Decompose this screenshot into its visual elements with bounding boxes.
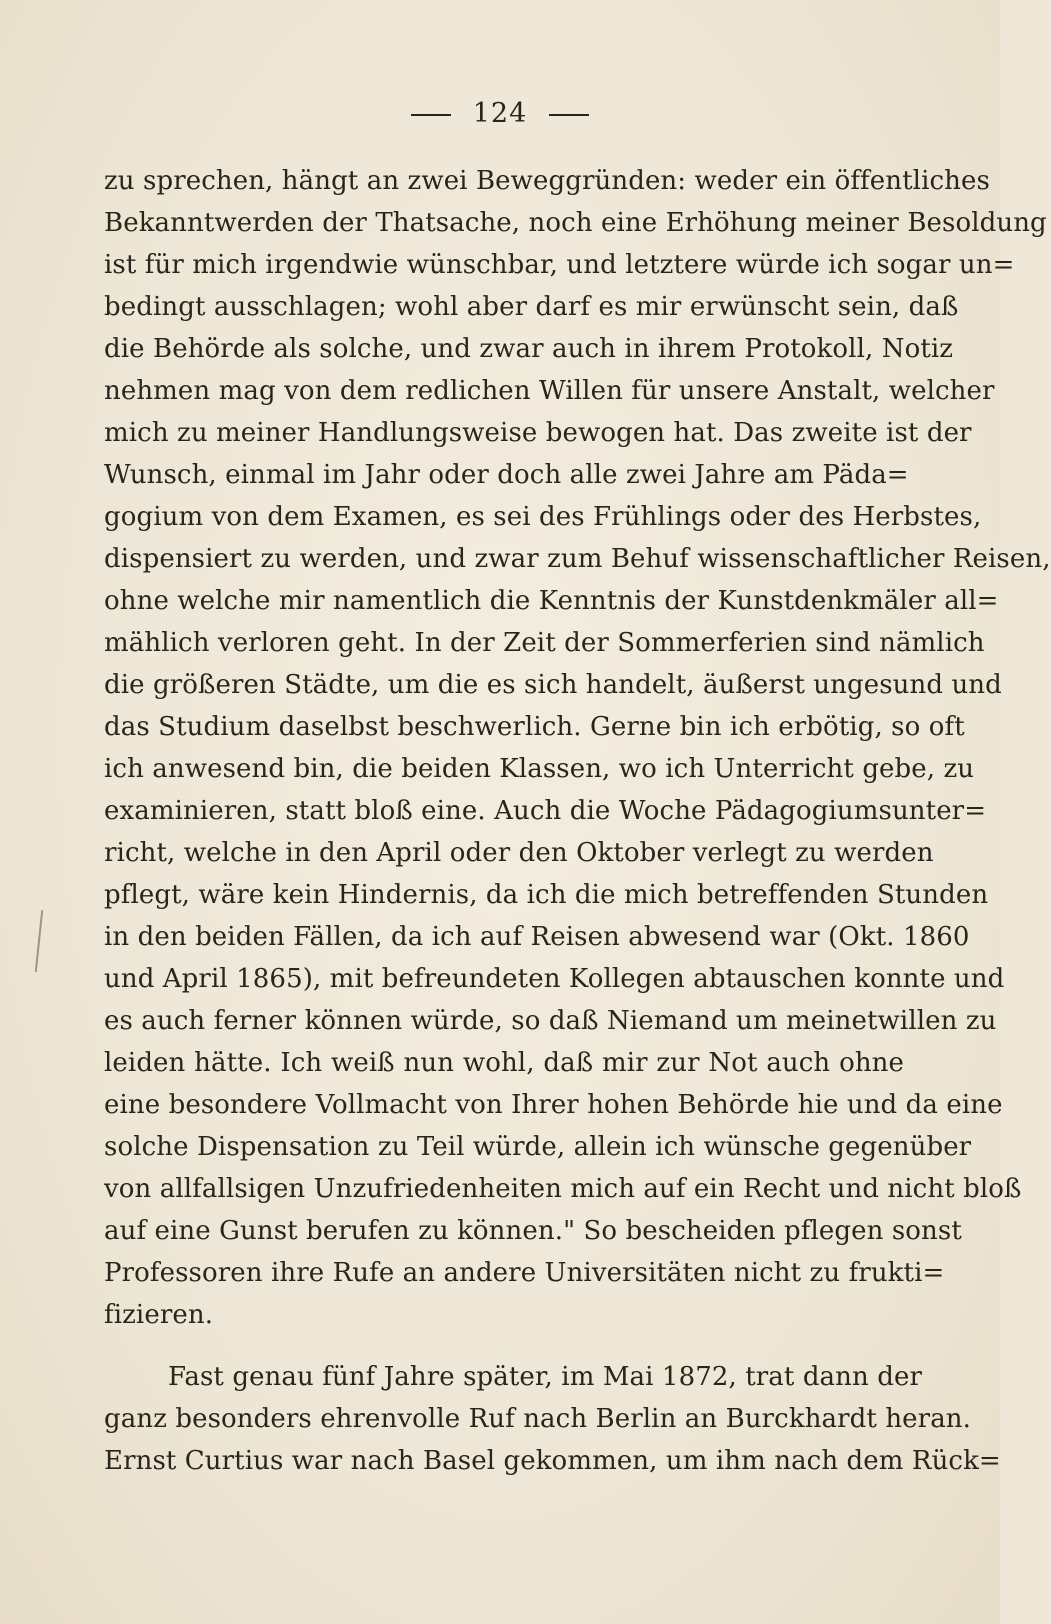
header-dash-right [549, 114, 589, 116]
text-line: nehmen mag von dem redlichen Willen für unsere Anstalt, welcher [104, 376, 995, 406]
text-line: es auch ferner können würde, so daß Niemand um meinetwillen zu [104, 1006, 997, 1036]
text-line: auf eine Gunst berufen zu können." So bescheiden pflegen sonst [104, 1216, 962, 1246]
header-dash-left [411, 114, 451, 116]
page-header [0, 98, 1000, 129]
text-line: Wunsch, einmal im Jahr oder doch alle zwei Jahre am Päda= [104, 460, 909, 490]
text-line: solche Dispensation zu Teil würde, allein ich wünsche gegenüber [104, 1132, 972, 1162]
text-line: richt, welche in den April oder den Oktober verlegt zu werden [104, 838, 934, 868]
text-line: mählich verloren geht. In der Zeit der Sommerferien sind nämlich [104, 628, 985, 658]
text-line: die Behörde als solche, und zwar auch in ihrem Protokoll, Notiz [104, 334, 954, 364]
text-line: Professoren ihre Rufe an andere Universitäten nicht zu frukti= [104, 1258, 945, 1288]
text-line: eine besondere Vollmacht von Ihrer hohen Behörde hie und da eine [104, 1090, 1003, 1120]
text-line: leiden hätte. Ich weiß nun wohl, daß mir zur Not auch ohne [104, 1048, 904, 1078]
text-line: examinieren, statt bloß eine. Auch die Woche Pädagogiumsunter= [104, 796, 987, 826]
text-line: ohne welche mir namentlich die Kenntnis der Kunstdenkmäler all= [104, 586, 999, 616]
text-line: Fast genau fünf Jahre später, im Mai 1872, trat dann der [168, 1362, 922, 1392]
page-number: 124 [472, 98, 528, 129]
text-line: Bekanntwerden der Thatsache, noch eine Erhöhung meiner Besoldung [104, 208, 1047, 238]
text-line: das Studium daselbst beschwerlich. Gerne bin ich erbötig, so oft [104, 712, 965, 742]
text-line: pflegt, wäre kein Hindernis, da ich die mich betreffenden Stunden [104, 880, 989, 910]
text-line: von allfallsigen Unzufriedenheiten mich auf ein Recht und nicht bloß [104, 1174, 1022, 1204]
text-line: mich zu meiner Handlungsweise bewogen hat. Das zweite ist der [104, 418, 972, 448]
text-line: zu sprechen, hängt an zwei Beweggründen: weder ein öffentliches [104, 166, 990, 196]
text-line: fizieren. [104, 1300, 214, 1330]
body-text [104, 160, 1051, 1482]
text-line: gogium von dem Examen, es sei des Frühlings oder des Herbstes, [104, 502, 982, 532]
text-line: ich anwesend bin, die beiden Klassen, wo ich Unterricht gebe, zu [104, 754, 975, 784]
paragraph [104, 160, 1051, 1336]
text-line: die größeren Städte, um die es sich handelt, äußerst ungesund und [104, 670, 1002, 700]
text-line: Ernst Curtius war nach Basel gekommen, um ihm nach dem Rück= [104, 1446, 1001, 1476]
text-line: in den beiden Fällen, da ich auf Reisen abwesend war (Okt. 1860 [104, 922, 970, 952]
text-line: ist für mich irgendwie wünschbar, und letztere würde ich sogar un= [104, 250, 1015, 280]
paragraph-gap [104, 1336, 904, 1356]
text-line: ganz besonders ehrenvolle Ruf nach Berlin an Burckhardt heran. [104, 1404, 972, 1434]
text-line: und April 1865), mit befreundeten Kollegen abtauschen konnte und [104, 964, 1005, 994]
margin-pencil-mark [35, 910, 43, 972]
text-line: dispensiert zu werden, und zwar zum Behuf wissenschaftlicher Reisen, [104, 544, 1051, 574]
paragraph [104, 1356, 1001, 1482]
text-line: bedingt ausschlagen; wohl aber darf es mir erwünscht sein, daß [104, 292, 959, 322]
